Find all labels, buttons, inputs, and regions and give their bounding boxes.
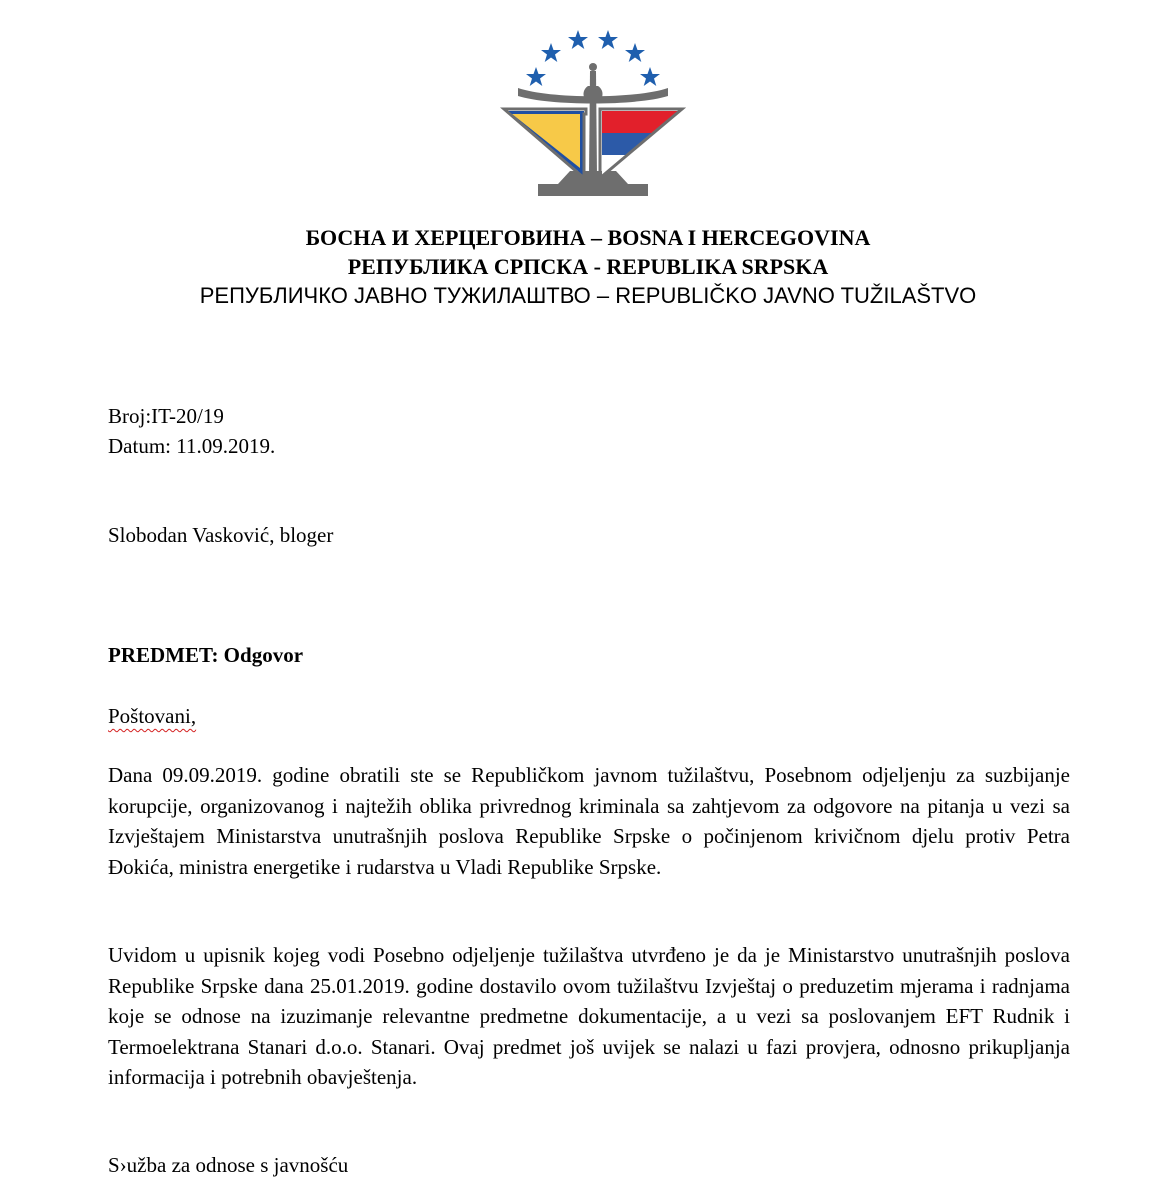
- star-icon: [598, 30, 618, 49]
- star-icon: [625, 43, 645, 62]
- body-paragraph: Dana 09.09.2019. godine obratili ste se Republičkom javnom tužilaštvu, Posebnom odjeljenju za suzbijanje korupcije, organizovanog i najtežih oblika privrednog kriminala sa zahtjevom za odgovore na pitanja u vezi sa Izvještajem Ministarstva unutrašnjih poslova Republike Srpske o počinjenom krivičnom djelu protiv Petra Đokića, ministra energetike i rudarstva u Vladi Republike Srpske.: [108, 763, 1070, 879]
- reference-number: Broj:IT-20/19: [108, 404, 224, 428]
- document-date: Datum: 11.09.2019.: [108, 434, 276, 458]
- scales-of-justice-emblem-icon: [500, 26, 686, 204]
- letterhead-entity: РЕПУБЛИКА СРПСКА - REPUBLIKA SRPSKA: [347, 254, 829, 279]
- salutation: Poštovani,: [108, 704, 197, 728]
- recipient: Slobodan Vasković, bloger: [108, 523, 334, 547]
- letterhead-country: БОСНА И ХЕРЦЕГОВИНА – BOSNA I HERCEGOVINA: [305, 225, 871, 250]
- star-icon: [568, 30, 588, 49]
- star-icon: [640, 67, 660, 86]
- letterhead-institution: РЕПУБЛИЧКО ЈАВНО ТУЖИЛАШТВО – REPUBLIČKO JAVNO TUŽILAŠTVO: [199, 283, 977, 308]
- signature-line: S›užba za odnose s javnošću: [108, 1153, 349, 1177]
- subject-line: PREDMET: Odgovor: [108, 643, 304, 667]
- star-icon: [541, 43, 561, 62]
- body-paragraph: Uvidom u upisnik kojeg vodi Posebno odjeljenje tužilaštva utvrđeno je da je Ministarstvo unutrašnjih poslova Republike Srpske dana 25.01.2019. godine dostavilo ovom tužilaštvu Izvještaj o preduzetim mjerama i radnjama koje se odnose na izuzimanje relevantne predmetne dokumentacije, a u vezi sa poslovanjem EFT Rudnik i Termoelektrana Stanari d.o.o. Stanari. Ovaj predmet još uvijek se nalazi u fazi provjera, odnosno prikupljanja informacija i potrebnih obavještenja.: [108, 943, 1070, 1089]
- star-icon: [526, 67, 546, 86]
